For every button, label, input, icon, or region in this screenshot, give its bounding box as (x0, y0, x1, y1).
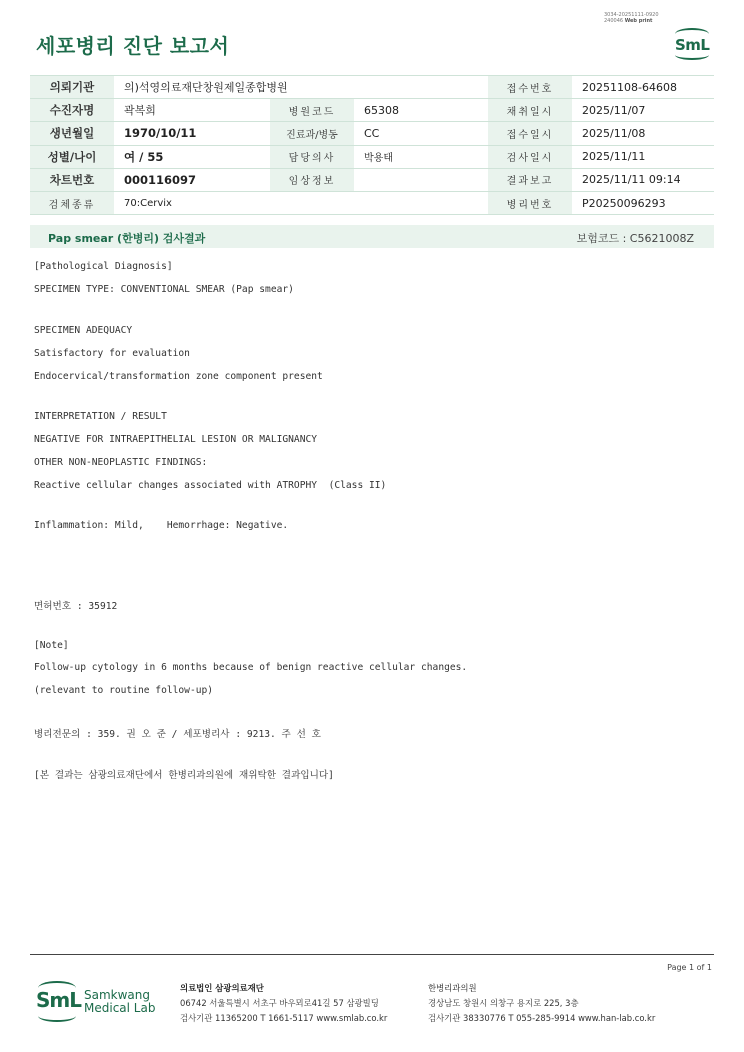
document-code (604, 12, 659, 24)
info-value: 2025/11/11 09:14 (572, 168, 714, 191)
report-line: SPECIMEN TYPE: CONVENTIONAL SMEAR (Pap smear) (34, 284, 294, 295)
footer-divider (30, 954, 714, 955)
info-label: 임상정보 (270, 168, 354, 191)
org-contact: 검사기관 38330776 T 055-285-9914 www.han-lab.co.kr (428, 1013, 656, 1023)
document-code-line1: 3034-20251111-0920 (604, 12, 659, 18)
org-address: 경상남도 창원시 의창구 용지로 225, 3층 (428, 998, 579, 1008)
report-line: SPECIMEN ADEQUACY (34, 325, 133, 336)
samkwang-logo (36, 980, 156, 1028)
info-row (30, 191, 714, 214)
info-label: 수진자명 (30, 99, 114, 122)
report-line: [Note] (34, 640, 69, 651)
info-label: 접수일시 (488, 122, 572, 145)
info-label: 결과보고 (488, 168, 572, 191)
info-label: 의뢰기관 (30, 76, 114, 99)
web-print-label: Web print (624, 18, 653, 24)
org-name: 한병리과의원 (428, 983, 477, 993)
patient-info-table (30, 75, 714, 215)
info-value: P20250096293 (572, 191, 714, 214)
report-title: 세포병리 진단 보고서 (36, 34, 230, 58)
info-row (30, 99, 714, 122)
info-label: 병리번호 (488, 191, 572, 214)
org-address: 06742 서울특별시 서초구 바우뫼로41길 57 삼광빌딩 (180, 998, 379, 1008)
info-label: 접수번호 (488, 76, 572, 99)
report-line: Follow-up cytology in 6 months because of benign reactive cellular changes. (34, 662, 468, 673)
info-row (30, 122, 714, 145)
info-value: 70:Cervix (114, 191, 488, 214)
sml-logo (673, 28, 713, 62)
org-contact: 검사기관 11365200 T 1661-5117 www.smlab.co.kr (180, 1013, 388, 1023)
page-number: Page 1 of 1 (667, 963, 712, 972)
footer-org-samkwang (180, 981, 387, 1026)
footer-org-han (428, 981, 655, 1026)
info-label: 차트번호 (30, 168, 114, 191)
report-line: Endocervical/transformation zone component present (34, 371, 323, 382)
info-value: 65308 (354, 99, 488, 122)
info-value: 1970/10/11 (114, 122, 270, 145)
info-value: 2025/11/11 (572, 145, 714, 168)
info-value (354, 168, 488, 191)
report-line: [Pathological Diagnosis] (34, 261, 173, 272)
info-label: 생년월일 (30, 122, 114, 145)
info-label: 병원코드 (270, 99, 354, 122)
report-line: Inflammation: Mild, Hemorrhage: Negative. (34, 520, 289, 531)
pathologist-line: 병리전문의 : 359. 권 오 준 / 세포병리사 : 9213. 주 선 호 (34, 729, 321, 740)
referral-note: [본 결과는 삼광의료재단에서 한병리과의원에 재위탁한 결과입니다] (34, 770, 334, 781)
info-row (30, 145, 714, 168)
info-label: 진료과/병동 (270, 122, 354, 145)
info-row (30, 168, 714, 191)
info-value: 곽복희 (114, 99, 270, 122)
report-line: INTERPRETATION / RESULT (34, 411, 167, 422)
info-value: 여 / 55 (114, 145, 270, 168)
info-label: 검사일시 (488, 145, 572, 168)
samkwang-logo-mark (36, 980, 80, 1026)
info-label: 검체종류 (30, 191, 114, 214)
info-label: 담당의사 (270, 145, 354, 168)
result-section-header (30, 225, 714, 248)
info-value: 20251108-64608 (572, 76, 714, 99)
info-value: 000116097 (114, 168, 270, 191)
license-number: 면허번호 : 35912 (34, 601, 118, 612)
info-value: 2025/11/07 (572, 99, 714, 122)
samkwang-logo-name: Samkwang Medical Lab (84, 988, 156, 1015)
report-line: OTHER NON-NEOPLASTIC FINDINGS: (34, 457, 208, 468)
info-row (30, 76, 714, 99)
info-value: CC (354, 122, 488, 145)
info-label: 채취일시 (488, 99, 572, 122)
info-value: 2025/11/08 (572, 122, 714, 145)
sml-logo-text: SmL (675, 36, 710, 54)
info-label: 성별/나이 (30, 145, 114, 168)
result-section-title: Pap smear (한병리) 검사결과 (48, 232, 206, 245)
info-value: 의)석영의료재단창원제일종합병원 (114, 76, 488, 99)
info-value: 박용태 (354, 145, 488, 168)
report-line: Satisfactory for evaluation (34, 348, 190, 359)
insurance-code: 보험코드 : C5621008Z (576, 232, 694, 245)
samkwang-logo-mark-text: SmL (36, 988, 81, 1012)
org-name: 의료법인 삼광의료재단 (180, 983, 264, 993)
document-code-line2: 240046 Web print (604, 18, 653, 24)
report-line: (relevant to routine follow-up) (34, 685, 214, 696)
report-line: Reactive cellular changes associated with ATROPHY (Class II) (34, 480, 387, 491)
report-line: NEGATIVE FOR INTRAEPITHELIAL LESION OR MALIGNANCY (34, 434, 318, 445)
